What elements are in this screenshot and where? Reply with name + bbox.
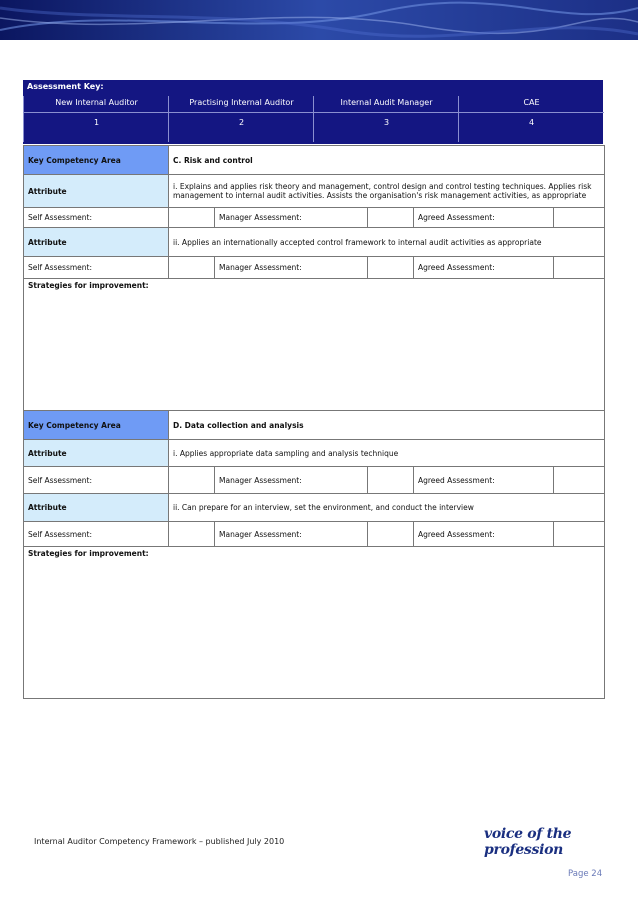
key-level-name: CAE [523,98,540,107]
self-assessment-label: Self Assessment: [24,467,169,494]
self-assessment-label: Self Assessment: [24,522,169,547]
key-level-num: 2 [238,118,245,127]
key-divider [24,112,169,113]
competency-title: D. Data collection and analysis [169,411,605,440]
attribute-text: i. Explains and applies risk theory and management, control design and control testing techniques. Applies risk management to internal audit activities. Assists the organisation's risk management activities, as appropriate [169,175,605,208]
attribute-text: ii. Can prepare for an interview, set the environment, and conduct the interview [169,494,605,522]
competency-form-table [23,145,605,699]
strategies-for-improvement[interactable]: Strategies for improvement: [24,547,605,699]
key-level-name: New Internal Auditor [55,98,138,107]
manager-assessment-field[interactable] [368,522,414,547]
key-level-name: Practising Internal Auditor [189,98,294,107]
manager-assessment-label: Manager Assessment: [215,522,368,547]
key-level-2 [168,96,314,142]
competency-title: C. Risk and control [169,146,605,175]
manager-assessment-field[interactable] [368,467,414,494]
self-assessment-label: Self Assessment: [24,208,169,228]
self-assessment-field[interactable] [169,257,215,279]
agreed-assessment-field[interactable] [554,208,605,228]
attribute-label: Attribute [24,494,169,522]
voice-of-the-profession-logo: voice of the profession [484,826,572,858]
key-level-name: Internal Audit Manager [340,98,433,107]
assessment-key [23,80,603,144]
self-assessment-field[interactable] [169,467,215,494]
attribute-label: Attribute [24,440,169,467]
attribute-text: i. Applies appropriate data sampling and analysis technique [169,440,605,467]
key-level-num: 4 [528,118,535,127]
assessment-key-title: Assessment Key: [27,82,104,91]
agreed-assessment-label: Agreed Assessment: [414,208,554,228]
agreed-assessment-field[interactable] [554,257,605,279]
key-level-num: 1 [93,118,100,127]
strategies-for-improvement[interactable]: Strategies for improvement: [24,279,605,411]
key-competency-area-label: Key Competency Area [24,146,169,175]
key-level-num: 3 [383,118,390,127]
manager-assessment-field[interactable] [368,257,414,279]
agreed-assessment-label: Agreed Assessment: [414,522,554,547]
self-assessment-field[interactable] [169,522,215,547]
agreed-assessment-label: Agreed Assessment: [414,467,554,494]
key-level-1 [23,96,169,142]
attribute-label: Attribute [24,228,169,257]
footer-text: Internal Auditor Competency Framework – published July 2010 [34,837,285,846]
key-divider [169,112,314,113]
attribute-text: ii. Applies an internationally accepted control framework to internal audit activities as appropriate [169,228,605,257]
page-number: Page 24 [568,869,603,879]
key-level-4 [458,96,604,142]
agreed-assessment-label: Agreed Assessment: [414,257,554,279]
attribute-label: Attribute [24,175,169,208]
agreed-assessment-field[interactable] [554,467,605,494]
header-banner [0,0,638,40]
key-divider [314,112,459,113]
self-assessment-field[interactable] [169,208,215,228]
manager-assessment-label: Manager Assessment: [215,208,368,228]
agreed-assessment-field[interactable] [554,522,605,547]
manager-assessment-label: Manager Assessment: [215,257,368,279]
manager-assessment-label: Manager Assessment: [215,467,368,494]
key-level-3 [313,96,459,142]
manager-assessment-field[interactable] [368,208,414,228]
self-assessment-label: Self Assessment: [24,257,169,279]
key-competency-area-label: Key Competency Area [24,411,169,440]
key-divider [459,112,604,113]
